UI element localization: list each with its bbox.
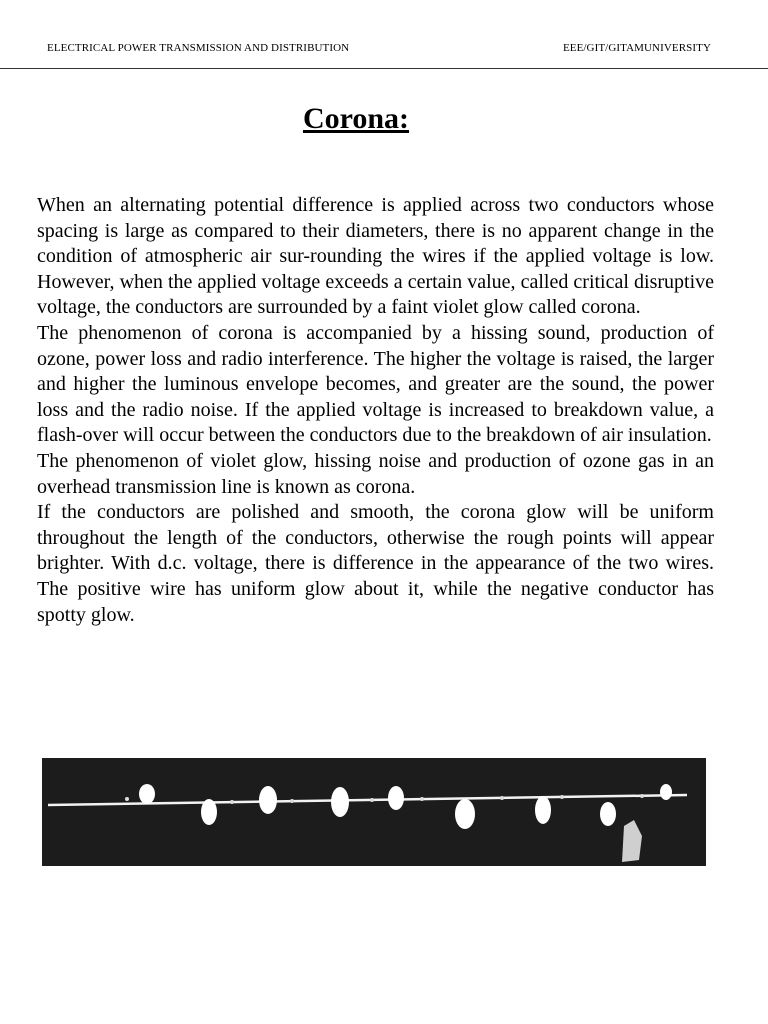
page-title: Corona: (302, 102, 410, 135)
page-header (0, 0, 768, 69)
paragraph: If the conductors are polished and smooth, the corona glow will be uniform throughout the length of the conductors, otherwise the rough points will appear brighter. With d.c. voltage, there is difference in the appearance of the two wires. The positive wire has uniform glow about it, while the negative conductor has spotty glow. (37, 501, 714, 626)
paragraph: When an alternating potential difference is applied across two conductors whose spacing is large as compared to their diameters, there is no apparent change in the condition of atmospheric air sur-rounding the wires if the applied voltage is low. However, when the applied voltage exceeds a certain value, called critical disruptive voltage, the conductors are surrounded by a faint violet glow called corona. (37, 194, 714, 319)
corona-photo-image (42, 758, 706, 866)
paragraph: The phenomenon of corona is accompanied by a hissing sound, production of ozone, power loss and radio interference. The higher the voltage is raised, the larger and higher the luminous envelope becomes, and greater are the sound, the power loss and the radio noise. If the applied voltage is increased to breakdown value, a flash-over will occur between the conductors due to the breakdown of air insulation. (37, 321, 714, 447)
header-department: EEE/GIT/GITAMUNIVERSITY (562, 42, 711, 54)
body-text (37, 193, 714, 628)
corona-photo (42, 758, 706, 866)
paragraph: The phenomenon of violet glow, hissing noise and production of ozone gas in an overhead transmission line is known as corona. (37, 449, 714, 498)
header-course-title: ELECTRICAL POWER TRANSMISSION AND DISTRIBUTION (47, 42, 350, 54)
